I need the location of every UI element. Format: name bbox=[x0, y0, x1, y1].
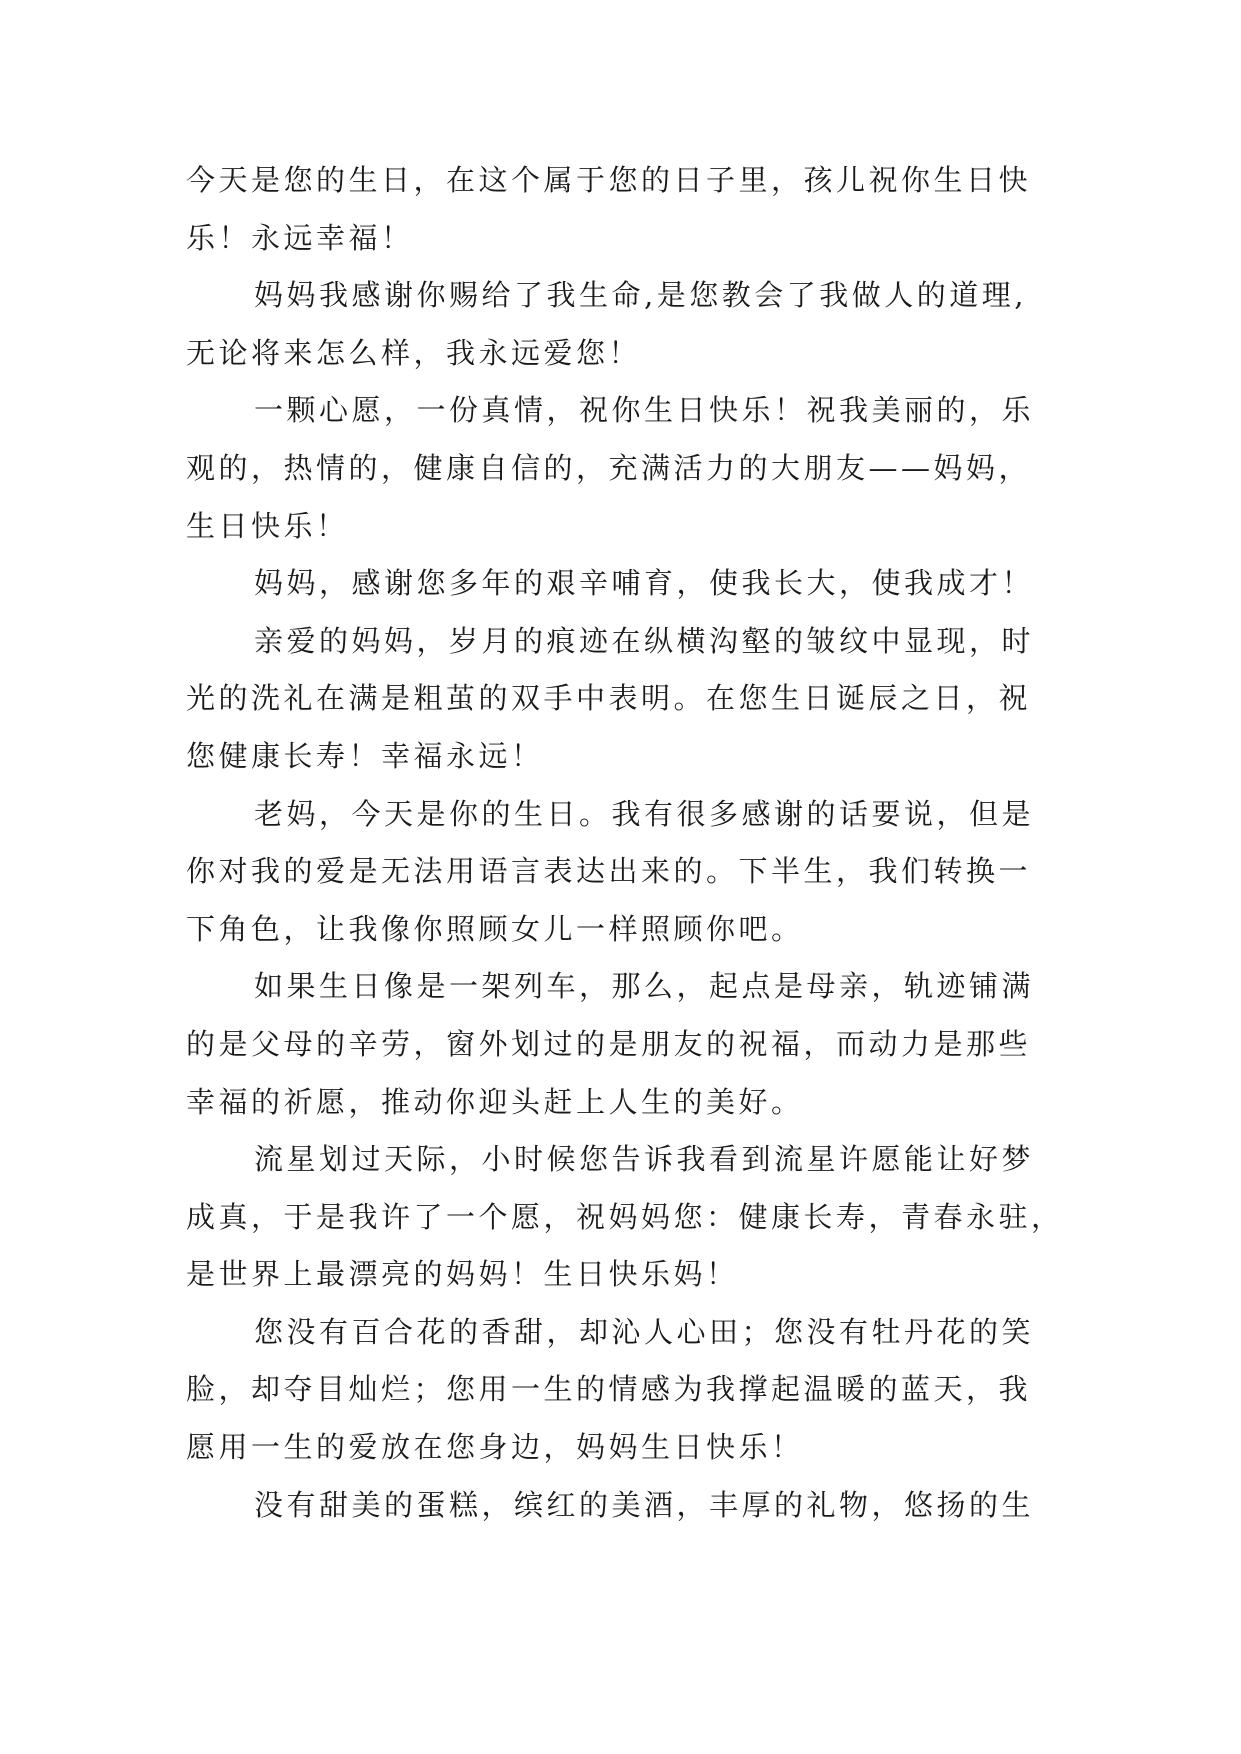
text-line: 一颗心愿，一份真情，祝你生日快乐！祝我美丽的，乐 bbox=[254, 393, 1035, 428]
text-line: 乐！永远幸福！ bbox=[186, 220, 414, 255]
text-line: 今天是您的生日，在这个属于您的日子里，孩儿祝你生日快 bbox=[186, 163, 1032, 197]
text-line: 如果生日像是一架列车，那么，起点是母亲，轨迹铺满 bbox=[254, 969, 1035, 1004]
paragraph bbox=[186, 1304, 1086, 1477]
paragraph bbox=[186, 555, 1086, 613]
text-line: 的是父母的辛劳，窗外划过的是朋友的祝福，而动力是那些 bbox=[186, 1026, 1032, 1061]
text-line: 生日快乐！ bbox=[186, 508, 349, 543]
text-line: 愿用一生的爱放在您身边，妈妈生日快乐！ bbox=[186, 1430, 804, 1465]
text-line: 没有甜美的蛋糕，缤红的美酒，丰厚的礼物，悠扬的生 bbox=[254, 1487, 1035, 1522]
paragraph bbox=[186, 1131, 1086, 1304]
text-line: 妈妈，感谢您多年的艰辛哺育，使我长大，使我成才！ bbox=[254, 566, 1035, 601]
text-line: 幸福的祈愿，推动你迎头赶上人生的美好。 bbox=[186, 1084, 804, 1119]
text-line: 是世界上最漂亮的妈妈！生日快乐妈！ bbox=[186, 1257, 739, 1292]
paragraph bbox=[186, 1477, 1086, 1535]
text-line: 老妈，今天是你的生日。我有很多感谢的话要说，但是 bbox=[254, 796, 1035, 831]
text-line: 亲爱的妈妈，岁月的痕迹在纵横沟壑的皱纹中显现，时 bbox=[254, 623, 1035, 658]
text-line: 妈妈我感谢你赐给了我生命,是您教会了我做人的道理, bbox=[254, 278, 1027, 313]
text-line: 观的，热情的，健康自信的，充满活力的大朋友——妈妈， bbox=[186, 450, 1032, 485]
text-line: 光的洗礼在满是粗茧的双手中表明。在您生日诞辰之日，祝 bbox=[186, 681, 1032, 716]
paragraph bbox=[186, 267, 1086, 382]
paragraph bbox=[186, 382, 1086, 555]
text-line: 你对我的爱是无法用语言表达出来的。下半生，我们转换一 bbox=[186, 854, 1032, 889]
text-line: 成真，于是我许了一个愿，祝妈妈您：健康长寿，青春永驻， bbox=[186, 1199, 1064, 1234]
text-line: 您健康长寿！幸福永远！ bbox=[186, 738, 544, 773]
paragraph bbox=[186, 613, 1086, 786]
text-line: 脸，却夺目灿烂；您用一生的情感为我撑起温暖的蓝天，我 bbox=[186, 1372, 1032, 1407]
document-body bbox=[186, 152, 1086, 1534]
paragraph bbox=[186, 152, 1086, 267]
paragraph bbox=[186, 786, 1086, 959]
text-line: 流星划过天际，小时候您告诉我看到流星许愿能让好梦 bbox=[254, 1142, 1035, 1177]
text-line: 您没有百合花的香甜，却沁人心田；您没有牡丹花的笑 bbox=[254, 1314, 1035, 1349]
text-line: 下角色，让我像你照顾女儿一样照顾你吧。 bbox=[186, 911, 804, 946]
paragraph bbox=[186, 958, 1086, 1131]
text-line: 无论将来怎么样，我永远爱您！ bbox=[186, 335, 642, 370]
